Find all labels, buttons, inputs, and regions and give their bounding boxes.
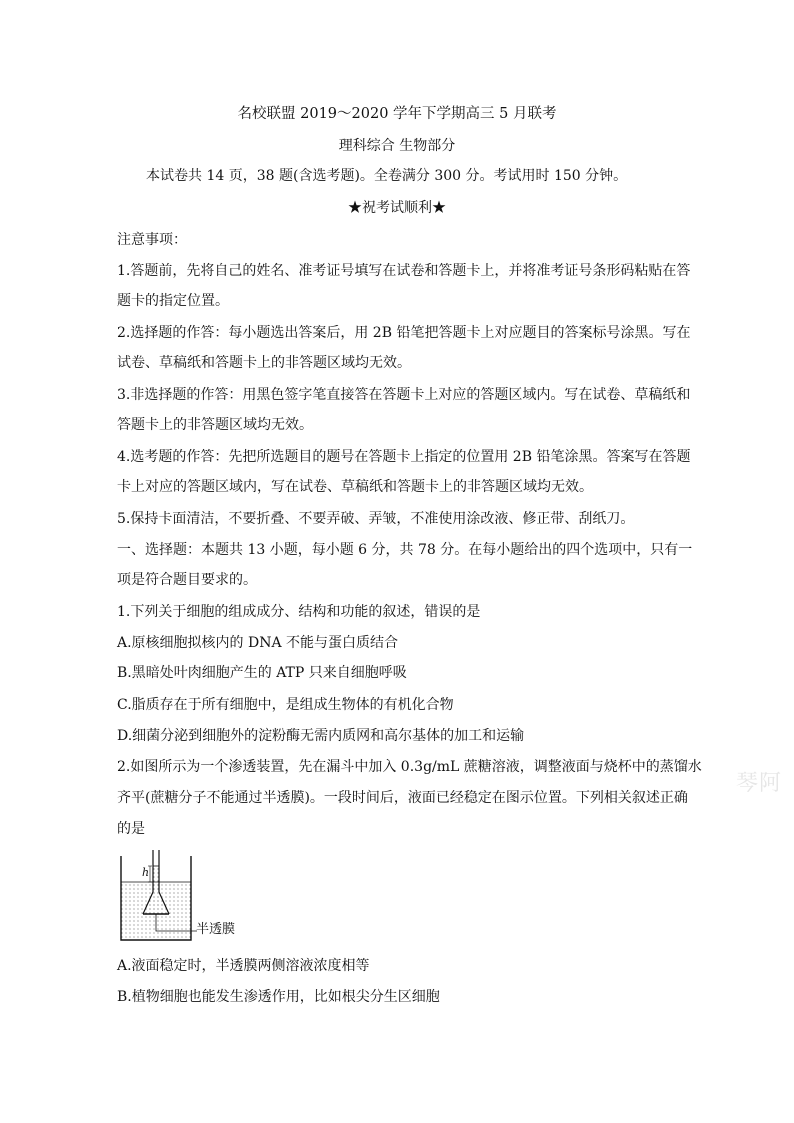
good-luck-line: ★祝考试顺利★ bbox=[348, 200, 446, 216]
exam-subtitle: 理科综合 生物部分 bbox=[338, 138, 456, 154]
note-line: 4.选考题的作答：先把所选题目的题号在答题卡上指定的位置用 2B 铅笔涂黑。答案写在答题 bbox=[117, 449, 691, 465]
note-line: 试卷、草稿纸和答题卡上的非答题区域均无效。 bbox=[117, 355, 411, 371]
question-2-stem: 2.如图所示为一个渗透装置，先在漏斗中加入 0.3g/mL 蔗糖溶液，调整液面与烧杯中的蒸馏水 bbox=[117, 759, 702, 775]
section-heading: 一、选择题：本题共 13 小题，每小题 6 分，共 78 分。在每小题给出的四个选项中，只有一 bbox=[117, 542, 693, 558]
note-line: 2.选择题的作答：每小题选出答案后，用 2B 铅笔把答题卡上对应题目的答案标号涂黑。写在 bbox=[117, 325, 691, 341]
section-heading-cont: 项是符合题目要求的。 bbox=[117, 572, 257, 588]
note-line: 5.保持卡面清洁，不要折叠、不要弄破、弄皱，不准使用涂改液、修正带、刮纸刀。 bbox=[117, 511, 635, 527]
question-1-option-b: B.黑暗处叶肉细胞产生的 ATP 只来自细胞呼吸 bbox=[117, 665, 407, 681]
question-1-option-c: C.脂质存在于所有细胞中，是组成生物体的有机化合物 bbox=[117, 697, 454, 713]
question-2-stem-end: 的是 bbox=[117, 821, 145, 837]
question-2-option-a: A.液面稳定时，半透膜两侧溶液浓度相等 bbox=[117, 958, 370, 974]
note-line: 3.非选择题的作答：用黑色签字笔直接答在答题卡上对应的答题区域内。写在试卷、草稿纸和 bbox=[117, 387, 691, 403]
question-1-option-a: A.原核细胞拟核内的 DNA 不能与蛋白质结合 bbox=[117, 635, 399, 651]
exam-title: 名校联盟 2019～2020 学年下学期高三 5 月联考 bbox=[237, 106, 557, 122]
note-line: 题卡的指定位置。 bbox=[117, 293, 229, 309]
height-difference-label: h bbox=[142, 866, 150, 879]
note-line: 答题卡上的非答题区域均无效。 bbox=[117, 417, 313, 433]
question-1-option-d: D.细菌分泌到细胞外的淀粉酶无需内质网和高尔基体的加工和运输 bbox=[117, 728, 525, 744]
note-line: 1.答题前，先将自己的姓名、准考证号填写在试卷和答题卡上，并将准考证号条形码粘贴在答 bbox=[117, 263, 691, 279]
question-1-stem: 1.下列关于细胞的组成成分、结构和功能的叙述，错误的是 bbox=[117, 604, 481, 620]
question-2-stem-cont: 齐平(蔗糖分子不能通过半透膜)。一段时间后，液面已经稳定在图示位置。下列相关叙述正确 bbox=[117, 790, 688, 806]
note-line: 卡上对应的答题区域内，写在试卷、草稿纸和答题卡上的非答题区域均无效。 bbox=[117, 479, 593, 495]
watermark: 琴阿 bbox=[736, 771, 783, 796]
notes-heading: 注意事项： bbox=[117, 232, 187, 248]
question-2-option-b: B.植物细胞也能发生渗透作用，比如根尖分生区细胞 bbox=[117, 989, 440, 1005]
exam-intro: 本试卷共 14 页，38 题(含选考题)。全卷满分 300 分。考试用时 150 分钟。 bbox=[146, 168, 628, 184]
semipermeable-membrane-label: 半透膜 bbox=[196, 922, 236, 937]
osmosis-apparatus-figure bbox=[117, 848, 257, 944]
